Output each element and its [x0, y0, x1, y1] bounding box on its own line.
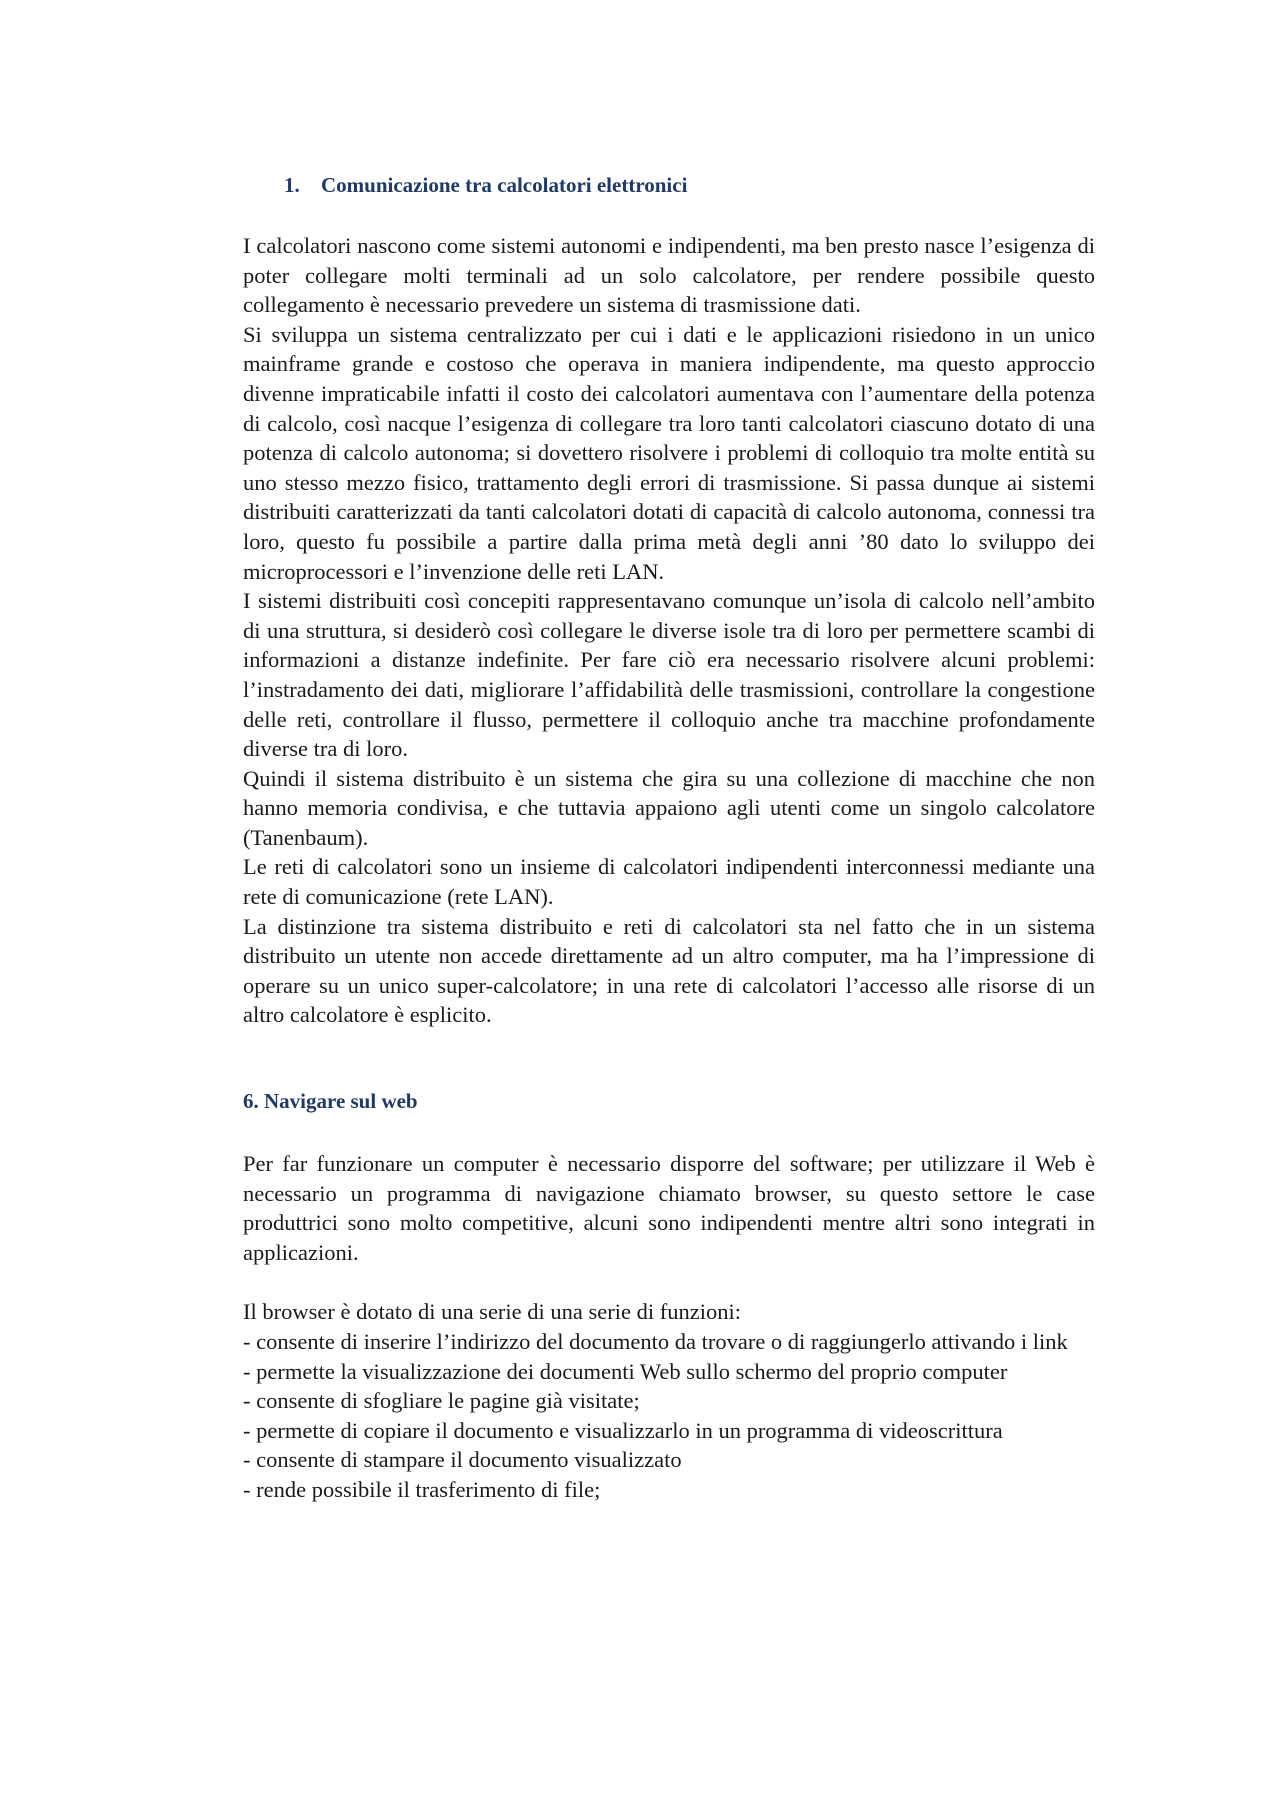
browser-function-item: - consente di sfogliare le pagine già visitate; — [243, 1388, 640, 1414]
section-1-paragraph: Quindi il sistema distribuito è un sistema che gira su una collezione di macchine che non hanno memoria condivisa, e che tuttavia appaiono agli utenti come un singolo calcolatore (Tanenbaum). — [243, 765, 1095, 850]
section-1-paragraph: Si sviluppa un sistema centralizzato per cui i dati e le applicazioni risiedono in un unico mainframe grande e costoso che operava in maniera indipendente, ma questo approccio divenne impraticabile infatti il costo dei calcolatori aumentava con l’aumentare della potenza di calcolo, così nacque l’esigenza di collegare tra loro tanti calcolatori ciascuno dotato di una potenza di calcolo autonoma; si dovettero risolvere i problemi di colloquio tra molte entità su uno stesso mezzo fisico, trattamento degli errori di trasmissione. Si passa dunque ai sistemi distribuiti caratterizzati da tanti calcolatori dotati di capacità di calcolo autonoma, connessi tra loro, questo fu possibile a partire dalla prima metà degli anni ’80 dato lo sviluppo dei microprocessori e l’invenzione delle reti LAN. — [243, 321, 1095, 584]
section-1-paragraph: La distinzione tra sistema distribuito e reti di calcolatori sta nel fatto che in un sistema distribuito un utente non accede direttamente ad un altro computer, ma ha l’impressione di operare su un unico super-calcolatore; in una rete di calcolatori l’accesso alle risorse di un altro calcolatore è esplicito. — [243, 913, 1095, 1028]
section-1-number: 1. — [284, 173, 300, 197]
section-6-intro: Per far funzionare un computer è necessario disporre del software; per utilizzare il Web è necessario un programma di navigazione chiamato browser, su questo settore le case produttrici sono molto competitive, alcuni sono indipendenti mentre altri sono integrati in applicazioni. — [243, 1151, 1095, 1265]
browser-function-item: - permette di copiare il documento e visualizzarlo in un programma di videoscrittura — [243, 1417, 1003, 1443]
browser-function-item: - consente di stampare il documento visualizzato — [243, 1447, 682, 1473]
browser-functions-intro: Il browser è dotato di una serie di una serie di funzioni: — [243, 1299, 741, 1325]
section-1-paragraph: I calcolatori nascono come sistemi autonomi e indipendenti, ma ben presto nasce l’esigenza di poter collegare molti terminali ad un solo calcolatore, per rendere possibile questo collegamento è necessario prevedere un sistema di trasmissione dati. — [243, 233, 1095, 318]
section-1-paragraph: I sistemi distribuiti così concepiti rappresentavano comunque un’isola di calcolo nell’ambito di una struttura, si desiderò così collegare le diverse isole tra di loro per permettere scambi di informazioni a distanze indefinite. Per fare ciò era necessario risolvere alcuni problemi: l’instradamento dei dati, migliorare l’affidabilità delle trasmissioni, controllare la congestione delle reti, controllare il flusso, permettere il colloquio anche tra macchine profondamente diverse tra di loro. — [243, 588, 1095, 762]
section-1-title: Comunicazione tra calcolatori elettronici — [321, 173, 688, 197]
page-content — [243, 170, 1095, 1505]
browser-function-item: - permette la visualizzazione dei documenti Web sullo schermo del proprio computer — [243, 1358, 1008, 1384]
browser-function-item: - consente di inserire l’indirizzo del documento da trovare o di raggiungerlo attivando i link — [243, 1329, 1068, 1354]
section-1-heading — [243, 170, 1095, 200]
section-1-paragraph: Le reti di calcolatori sono un insieme di calcolatori indipendenti interconnessi mediante una rete di comunicazione (rete LAN). — [243, 854, 1095, 910]
browser-function-item: - rende possibile il trasferimento di file; — [243, 1476, 601, 1502]
section-6-heading: 6. Navigare sul web — [243, 1089, 418, 1114]
